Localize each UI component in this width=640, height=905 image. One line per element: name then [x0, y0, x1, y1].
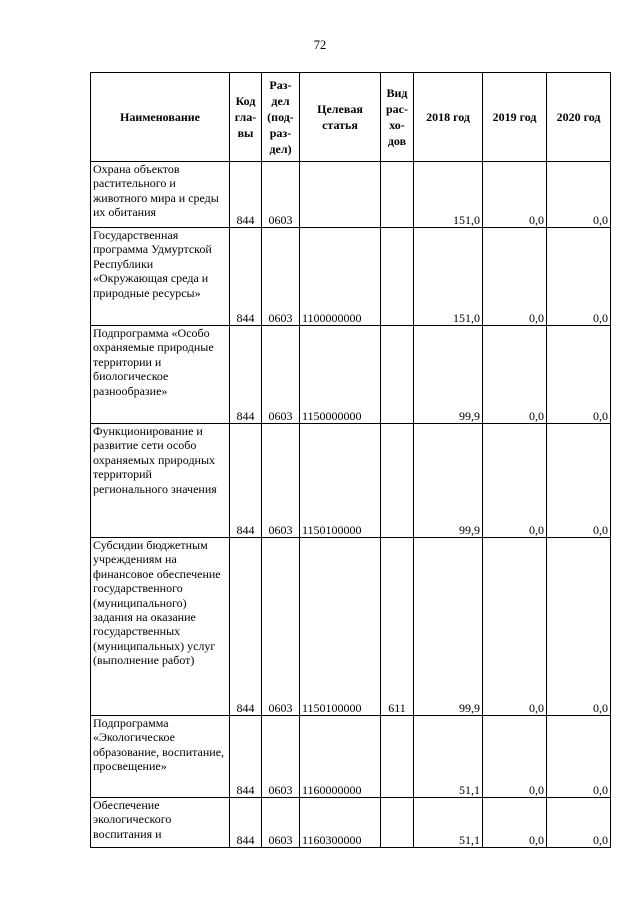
row-section: 0603: [262, 798, 300, 848]
row-target: 1100000000: [300, 228, 381, 326]
table-row: [91, 424, 611, 538]
row-2019: 0,0: [483, 228, 547, 326]
row-section: 0603: [262, 538, 300, 716]
row-target: 1150100000: [300, 424, 381, 538]
row-2019: 0,0: [483, 798, 547, 848]
row-2018: 99,9: [414, 326, 483, 424]
row-name: Подпрограмма «Экологическое образование, воспитание, просвещение»: [91, 716, 230, 798]
row-name: Функционирование и развитие сети особо охраняемых природных территорий регионального значения: [91, 424, 230, 538]
row-2018: 51,1: [414, 798, 483, 848]
row-section: 0603: [262, 716, 300, 798]
row-2020: 0,0: [547, 326, 611, 424]
row-expense-type: [381, 228, 414, 326]
row-expense-type: [381, 424, 414, 538]
row-name: Субсидии бюджетным учреждениям на финансовое обеспечение государственного (муниципального) задания на оказание государственных (муниципальных) услуг (выполнение работ): [91, 538, 230, 716]
row-2019: 0,0: [483, 716, 547, 798]
row-2018: 151,0: [414, 228, 483, 326]
row-code: 844: [230, 228, 262, 326]
row-expense-type: [381, 326, 414, 424]
row-2020: 0,0: [547, 228, 611, 326]
row-expense-type: 611: [381, 538, 414, 716]
row-code: 844: [230, 326, 262, 424]
table-row: [91, 716, 611, 798]
row-2020: 0,0: [547, 716, 611, 798]
header-2020: 2020 год: [547, 73, 611, 162]
row-2020: 0,0: [547, 424, 611, 538]
table-row: [91, 798, 611, 848]
row-2019: 0,0: [483, 162, 547, 228]
row-target: 1160000000: [300, 716, 381, 798]
table-header-row: [91, 73, 611, 162]
row-code: 844: [230, 716, 262, 798]
row-expense-type: [381, 162, 414, 228]
budget-table: [90, 72, 611, 848]
header-2019: 2019 год: [483, 73, 547, 162]
row-expense-type: [381, 716, 414, 798]
header-target: Целевая статья: [300, 73, 381, 162]
row-name: Охрана объектов растительного и животного мира и среды их обитания: [91, 162, 230, 228]
row-expense-type: [381, 798, 414, 848]
row-name: Государственная программа Удмуртской Республики «Окружающая среда и природные ресурсы»: [91, 228, 230, 326]
header-expense-type: Вид рас-хо-дов: [381, 73, 414, 162]
row-2018: 151,0: [414, 162, 483, 228]
header-name: Наименование: [91, 73, 230, 162]
row-2018: 99,9: [414, 538, 483, 716]
row-target: 1150100000: [300, 538, 381, 716]
row-2019: 0,0: [483, 424, 547, 538]
row-2019: 0,0: [483, 326, 547, 424]
row-2019: 0,0: [483, 538, 547, 716]
row-name: Подпрограмма «Особо охраняемые природные территории и биологическое разнообразие»: [91, 326, 230, 424]
row-2018: 51,1: [414, 716, 483, 798]
row-2020: 0,0: [547, 798, 611, 848]
row-2020: 0,0: [547, 162, 611, 228]
row-section: 0603: [262, 424, 300, 538]
row-code: 844: [230, 162, 262, 228]
row-2020: 0,0: [547, 538, 611, 716]
table-row: [91, 538, 611, 716]
page-number: 72: [313, 38, 327, 52]
header-2018: 2018 год: [414, 73, 483, 162]
table-row: [91, 326, 611, 424]
row-code: 844: [230, 424, 262, 538]
row-section: 0603: [262, 228, 300, 326]
row-2018: 99,9: [414, 424, 483, 538]
row-code: 844: [230, 798, 262, 848]
header-section: Раз-дел (под-раз-дел): [262, 73, 300, 162]
row-target: 1150000000: [300, 326, 381, 424]
row-target: [300, 162, 381, 228]
row-section: 0603: [262, 162, 300, 228]
row-section: 0603: [262, 326, 300, 424]
header-code-chapter: Код гла-вы: [230, 73, 262, 162]
table-row: [91, 228, 611, 326]
row-target: 1160300000: [300, 798, 381, 848]
row-name: Обеспечение экологического воспитания и: [91, 798, 230, 848]
row-code: 844: [230, 538, 262, 716]
table-row: [91, 162, 611, 228]
